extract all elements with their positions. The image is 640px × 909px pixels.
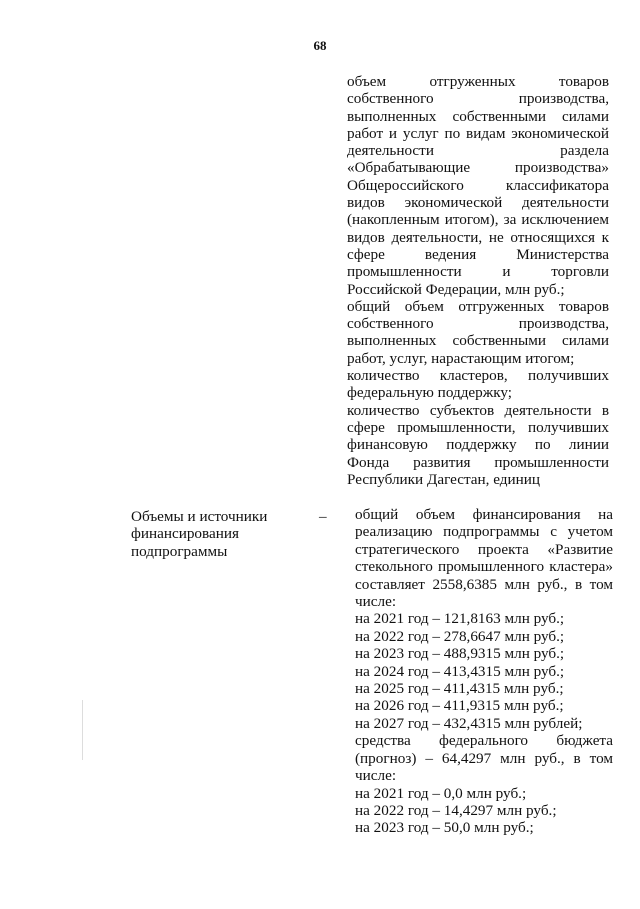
financing-label: Объемы и источники финансирования подпрограммы	[131, 508, 268, 560]
year-amount: на 2025 год – 411,4315 млн руб.;	[355, 680, 564, 698]
separator-dash: –	[319, 508, 327, 525]
year-amount: на 2024 год – 413,4315 млн руб.;	[355, 662, 565, 680]
year-amount: на 2021 год – 121,8163 млн руб.;	[355, 610, 565, 628]
federal-funds-intro: средства федерального бюджета (прогноз) – 64,4297 млн руб., в том числе:	[355, 732, 613, 785]
federal-year-amount: на 2022 год – 14,4297 млн руб.;	[355, 801, 557, 819]
indicator-item: количество кластеров, получивших федеральную поддержку;	[347, 367, 609, 402]
indicator-item: общий объем отгруженных товаров собственного производства, выполненных собственными силами работ, услуг, нарастающим итогом;	[347, 297, 609, 367]
year-amount: на 2026 год – 411,9315 млн руб.;	[355, 697, 564, 715]
financing-block	[355, 506, 613, 837]
year-amount: на 2023 год – 488,9315 млн руб.;	[355, 645, 565, 663]
scan-artifact	[82, 700, 83, 760]
federal-year-amount: на 2021 год – 0,0 млн руб.;	[355, 784, 527, 802]
indicator-item: количество субъектов деятельности в сфере промышленности, получивших финансовую поддержку по линии Фонда развития промышленности Республики Дагестан, единиц	[347, 401, 609, 488]
page-number: 68	[313, 38, 327, 53]
year-amount: на 2022 год – 278,6647 млн руб.;	[355, 627, 565, 645]
federal-year-amount: на 2023 год – 50,0 млн руб.;	[355, 819, 534, 837]
indicators-block	[347, 73, 609, 488]
year-amount: на 2027 год – 432,4315 млн рублей;	[355, 714, 583, 732]
financing-intro: общий объем финансирования на реализацию подпрограммы с учетом стратегического проекта «Развитие стекольного промышленного кластера» составляет 2558,6385 млн руб., в том числе:	[355, 506, 613, 611]
indicator-item: объем отгруженных товаров собственного производства, выполненных собственными силами работ и услуг по видам экономической деятельности раздела «Обрабатывающие производства» Общероссийского классификатора видов экономической деятельности (накопленным итогом), за исключением видов деятельности, не относящихся к сфере ведения Министерства промышленности и торговли Российской Федерации, млн руб.;	[347, 73, 609, 298]
